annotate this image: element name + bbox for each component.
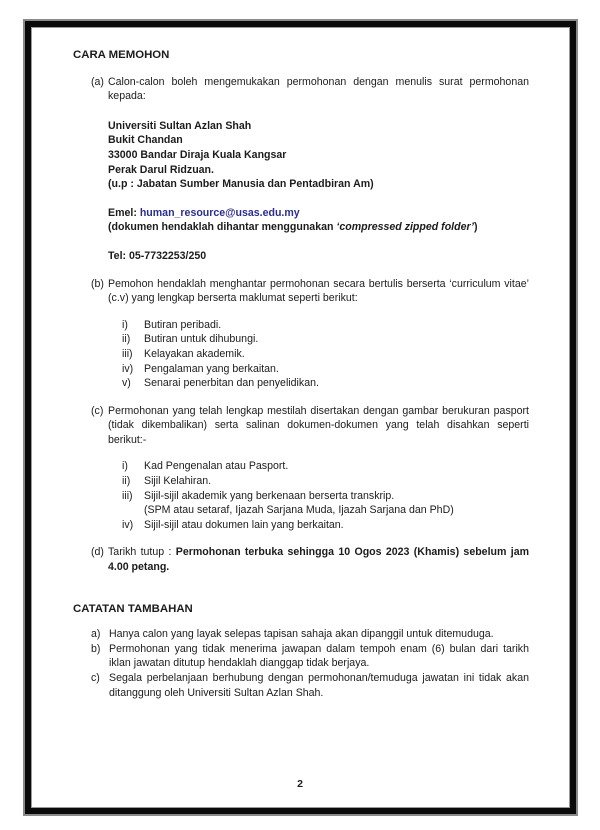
list-marker: iii) xyxy=(122,489,133,502)
list-item xyxy=(73,362,529,377)
list-subtext: (SPM atau setaraf, Ijazah Sarjana Muda, Ijazah Sarjana dan PhD) xyxy=(144,504,454,517)
paragraph-text: Pemohon hendaklah menghantar permohonan secara bertulis berserta ‘curriculum vitae’ (c.v) yang lengkap berserta maklumat seperti berikut: xyxy=(108,277,529,305)
closing-date-text: Permohonan terbuka sehingga 10 Ogos 2023 (Khamis) sebelum jam 4.00 petang. xyxy=(108,546,530,574)
address-line: Bukit Chandan xyxy=(108,134,183,147)
note-text: Permohonan yang tidak menerima jawapan dalam tempoh enam (6) bulan dari tarikh iklan jawatan ditutup hendaklah dianggap tidak berjaya. xyxy=(109,642,529,670)
list-c xyxy=(73,459,529,532)
list-marker: v) xyxy=(122,377,131,390)
list-text: Pengalaman yang berkaitan. xyxy=(144,362,279,375)
list-marker: i) xyxy=(122,318,128,331)
address-line: 33000 Bandar Diraja Kuala Kangsar xyxy=(108,148,287,161)
paragraph-b xyxy=(73,277,529,306)
paragraph-marker: (c) xyxy=(91,404,104,417)
list-marker: i) xyxy=(122,460,128,473)
paragraph-a xyxy=(73,75,529,104)
list-marker: ii) xyxy=(122,333,131,346)
list-text: Kad Pengenalan atau Pasport. xyxy=(144,460,289,473)
paragraph-text: Calon-calon boleh mengemukakan permohonan dengan menulis surat permohonan kepada: xyxy=(108,75,529,103)
note-marker: b) xyxy=(91,642,101,655)
list-item xyxy=(73,474,529,489)
list-text: Sijil-sijil atau dokumen lain yang berkaitan. xyxy=(144,518,344,531)
list-marker: iii) xyxy=(122,347,133,360)
list-text: Butiran peribadi. xyxy=(144,318,222,331)
paragraph-marker: (b) xyxy=(91,277,104,290)
email-link[interactable]: human_resource@usas.edu.my xyxy=(139,206,300,219)
address-block xyxy=(73,119,529,192)
list-item xyxy=(73,376,529,391)
list-marker: iv) xyxy=(122,518,134,531)
list-marker: iv) xyxy=(122,362,134,375)
list-text: Senarai penerbitan dan penyelidikan. xyxy=(144,377,319,390)
list-text: Sijil Kelahiran. xyxy=(144,475,212,488)
paragraph-marker: (d) xyxy=(91,546,104,559)
submission-note-italic: ‘compressed zipped folder’ xyxy=(336,221,474,234)
document-page xyxy=(73,48,529,700)
paragraph-c xyxy=(73,404,529,448)
closing-date-label: Tarikh tutup : xyxy=(108,546,172,559)
note-text: Segala perbelanjaan berhubung dengan permohonan/temuduga jawatan ini tidak akan ditanggung oleh Universiti Sultan Azlan Shah. xyxy=(109,672,529,699)
notes-list xyxy=(73,627,529,700)
note-marker: a) xyxy=(91,628,101,641)
list-item xyxy=(73,489,529,518)
note-item xyxy=(73,671,529,700)
list-item xyxy=(73,347,529,362)
note-marker: c) xyxy=(91,672,100,684)
list-item xyxy=(73,518,529,533)
list-text: Sijil-sijil akademik yang berkenaan berserta transkrip. xyxy=(144,489,395,502)
email-line xyxy=(73,206,529,221)
address-line: (u.p : Jabatan Sumber Manusia dan Pentadbiran Am) xyxy=(108,178,374,191)
telephone: Tel: 05-7732253/250 xyxy=(108,249,207,262)
submission-note xyxy=(73,220,529,235)
list-b xyxy=(73,318,529,391)
list-text: Kelayakan akademik. xyxy=(144,347,245,360)
list-marker: ii) xyxy=(122,475,131,488)
list-item xyxy=(73,459,529,474)
section-heading-cara-memohon: CARA MEMOHON xyxy=(73,49,170,61)
paragraph-marker: (a) xyxy=(91,75,104,88)
list-text: Butiran untuk dihubungi. xyxy=(144,333,259,346)
paragraph-text: Permohonan yang telah lengkap mestilah disertakan dengan gambar berukuran pasport (tidak dikembalikan) serta salinan dokumen-dokumen yang telah disahkan seperti berikut:- xyxy=(108,404,529,446)
submission-note-suffix: ) xyxy=(473,221,478,234)
list-item xyxy=(73,318,529,333)
list-item xyxy=(73,332,529,347)
address-line: Universiti Sultan Azlan Shah xyxy=(108,119,252,132)
paragraph-d xyxy=(73,545,529,574)
email-label: Emel: xyxy=(108,206,137,219)
page-number: 2 xyxy=(297,778,303,790)
address-line: Perak Darul Ridzuan. xyxy=(108,163,214,176)
note-item xyxy=(73,627,529,642)
section-heading-catatan-tambahan: CATATAN TAMBAHAN xyxy=(73,602,193,615)
note-text: Hanya calon yang layak selepas tapisan sahaja akan dipanggil untuk ditemuduga. xyxy=(109,628,494,641)
note-item xyxy=(73,642,529,671)
submission-note-prefix: (dokumen hendaklah dihantar menggunakan xyxy=(108,221,337,234)
